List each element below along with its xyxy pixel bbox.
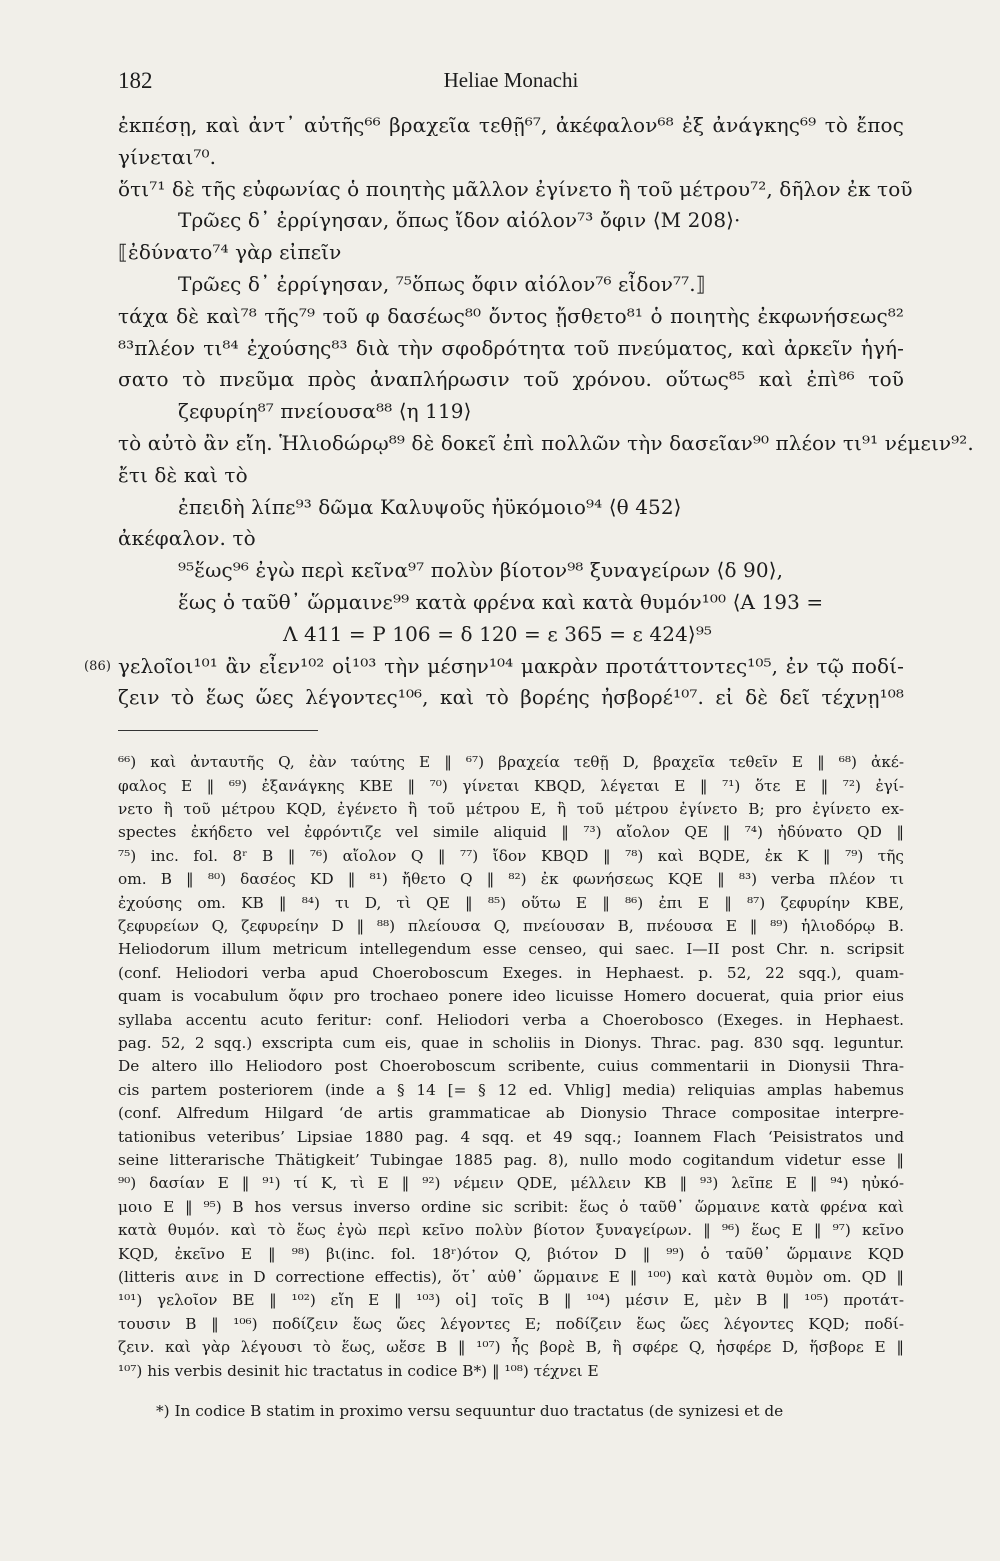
apparatus-line: (litteris αινε in D correctione effectis), ὅτ᾽ αὐθ᾽ ὥρμαινε E ‖ ¹⁰⁰) καὶ κατὰ θυμὸν om. QD ‖ [118, 1268, 904, 1287]
apparatus-line: ¹⁰¹) γελοῖον BE ‖ ¹⁰²) εἴη E ‖ ¹⁰³) οἱ] τοῖς B ‖ ¹⁰⁴) μέσιν E, μὲν B ‖ ¹⁰⁵) προτάτ- [118, 1291, 904, 1310]
apparatus-line: Heliodorum illum metricum intellegendum esse censeo, qui saec. I—II post Chr. n. scripsit [118, 940, 904, 959]
apparatus-line: KQD, ἐκεῖνο E ‖ ⁹⁸) βι(inc. fol. 18ʳ)ότον Q, βιότον D ‖ ⁹⁹) ὁ ταῦθ᾽ ὥρμαινε KQD [118, 1244, 904, 1263]
page-number: 182 [118, 68, 153, 93]
text-line: ⁸³πλέον τι⁸⁴ ἐχούσης⁸³ διὰ τὴν σφοδρότητα τοῦ πνεύματος, καὶ ἀρκεῖν ἡγή- [118, 335, 904, 360]
apparatus-line: syllaba accentu acuto feritur: conf. Heliodori verba a Choerobosco (Exeges. in Hephaest. [118, 1010, 904, 1029]
apparatus-line: seine litterarische Thätigkeit’ Tubingae 1885 pag. 8), nullo modo cogitandum videtur esse ‖ [118, 1151, 904, 1170]
main-text [84, 110, 974, 714]
text-line: ἐκπέσῃ, καὶ ἀντ᾽ αὐτῆς⁶⁶ βραχεῖα τεθῇ⁶⁷, ἀκέφαλον⁶⁸ ἐξ ἀνάγκης⁶⁹ τὸ ἔπος [118, 113, 904, 137]
apparatus-line: ⁶⁶) καὶ ἀνταυτῆς Q, ἐὰν ταύτης E ‖ ⁶⁷) βραχεία τεθῇ D, βραχεῖα τεθεῖν E ‖ ⁶⁸) ἀκέ- [118, 753, 904, 772]
text-line: τάχα δὲ καὶ⁷⁸ τῆς⁷⁹ τοῦ φ δασέως⁸⁰ ὄντος ᾔσθετο⁸¹ ὁ ποιητὴς ἐκφωνήσεως⁸² [118, 303, 904, 328]
page [84, 60, 974, 1423]
apparatus-line: tationibus veteribus’ Lipsiae 1880 pag. 4 sqq. et 49 sqq.; Ioannem Flach ‘Peisistratos und [118, 1127, 904, 1146]
verse-line: ἕως ὁ ταῦθ᾽ ὥρμαινε⁹⁹ κατὰ φρένα καὶ κατὰ θυμόν¹⁰⁰ ⟨Α 193 = [178, 589, 824, 614]
apparatus-line: cis partem posteriorem (inde a § 14 [= § 12 ed. Vhlig] media) reliquias amplas habemus [118, 1080, 904, 1099]
footnote: *) In codice B statim in proximo versu sequuntur duo tractatus (de synizesi et de [156, 1402, 784, 1421]
text-line: ζειν τὸ ἕως ὥες λέγοντες¹⁰⁶, καὶ τὸ βορέης ἠσβορέ¹⁰⁷. εἰ δὲ δεῖ τέχνῃ¹⁰⁸ [118, 685, 904, 710]
apparatus-line: φαλος E ‖ ⁶⁹) ἐξανάγκης KBE ‖ ⁷⁰) γίνεται KBQD, λέγεται E ‖ ⁷¹) ὅτε E ‖ ⁷²) ἐγί- [118, 776, 904, 795]
apparatus-line: μοιο E ‖ ⁹⁵) B hos versus inverso ordine sic scribit: ἕως ὁ ταῦθ᾽ ὥρμαινε κατὰ φρένα καὶ [118, 1197, 904, 1216]
apparatus-line: νετο ἢ τοῦ μέτρου KQD, ἐγένετο ἢ τοῦ μέτρου E, ἢ τοῦ μέτρου ἐγίνετο B; pro ἐγίνετο ex- [118, 799, 904, 818]
apparatus-line: quam is vocabulum ὄφιν pro trochaeo ponere ideo licuisse Homero docuerat, quia prior eius [118, 987, 904, 1006]
text-line: τὸ αὐτὸ ἂν εἴη. Ἡλιοδώρῳ⁸⁹ δὲ δοκεῖ ἐπὶ πολλῶν τὴν δασεῖαν⁹⁰ πλέον τι⁹¹ νέμειν⁹². [118, 430, 974, 455]
critical-apparatus [118, 751, 904, 1383]
text-line: ὅτι⁷¹ δὲ τῆς εὐφωνίας ὁ ποιητὴς μᾶλλον ἐγίνετο ἢ τοῦ μέτρου⁷², δῆλον ἐκ τοῦ [118, 176, 913, 201]
apparatus-line: (conf. Alfredum Hilgard ‘de artis grammaticae ab Dionysio Thrace compositae interpre- [118, 1104, 904, 1123]
apparatus-line: ⁷⁵) inc. fol. 8ʳ B ‖ ⁷⁶) αἴολον Q ‖ ⁷⁷) ἴδον KBQD ‖ ⁷⁸) καὶ BQDE, ἐκ K ‖ ⁷⁹) τῆς [118, 846, 904, 865]
text-line: σατο τὸ πνεῦμα πρὸς ἀναπλήρωσιν τοῦ χρόνου. οὕτως⁸⁵ καὶ ἐπὶ⁸⁶ τοῦ [118, 367, 904, 392]
apparatus-line: om. B ‖ ⁸⁰) δασέος KD ‖ ⁸¹) ἤθετο Q ‖ ⁸²) ἐκ φωνήσεως KQE ‖ ⁸³) verba πλέον τι [118, 870, 904, 889]
apparatus-line: τουσιν B ‖ ¹⁰⁶) ποδίζειν ἕως ὥες λέγοντες E; ποδίζειν ἕως ὥες λέγοντες KQD; ποδί- [118, 1314, 904, 1333]
text-line [84, 651, 904, 683]
apparatus-line: ἐχούσης om. KB ‖ ⁸⁴) τι D, τὶ QE ‖ ⁸⁵) οὕτω E ‖ ⁸⁶) ἐπι E ‖ ⁸⁷) ζεφυρίην KBE, [118, 893, 904, 912]
apparatus-line: spectes ἐκήδετο vel ἐφρόντιζε vel simile aliquid ‖ ⁷³) αἴολον QE ‖ ⁷⁴) ἠδύνατο QD ‖ [118, 823, 904, 842]
apparatus-line: κατὰ θυμόν. καὶ τὸ ἕως ἐγὼ περὶ κεῖνο πολὺν βίοτον ξυναγείρων. ‖ ⁹⁶) ἕως E ‖ ⁹⁷) κεῖνο [118, 1221, 904, 1240]
text-line: ⟦ἐδύνατο⁷⁴ γὰρ εἰπεῖν [118, 240, 342, 265]
running-title: Heliae Monachi [443, 68, 579, 92]
verse-line: ⁹⁵ἕως⁹⁶ ἐγὼ περὶ κεῖνα⁹⁷ πολὺν βίοτον⁹⁸ ξυναγείρων ⟨δ 90⟩, [178, 558, 784, 583]
apparatus-line: De altero illo Heliodoro post Choeroboscum scribente, cuius commentarii in Dionysii Thra- [118, 1057, 904, 1076]
apparatus-line: (conf. Heliodori verba apud Choeroboscum Exeges. in Hephaest. p. 52, 22 sqq.), quam- [118, 963, 904, 982]
text-line: γίνεται⁷⁰. [118, 144, 217, 169]
verse-line: Τρῶες δ᾽ ἐρρίγησαν, ⁷⁵ὅπως ὄφιν αἰόλον⁷⁶ εἶδον⁷⁷.⟧ [178, 271, 706, 296]
text-line: ἀκέφαλον. τὸ [118, 526, 256, 551]
margin-note: (86) [84, 658, 112, 674]
verse-line: ἐπειδὴ λίπε⁹³ δῶμα Καλυψοῦς ἠϋκόμοιο⁹⁴ ⟨θ 452⟩ [178, 494, 682, 519]
apparatus-line: ζειν. καὶ γὰρ λέγουσι τὸ ἕως, ωἕσε B ‖ ¹⁰⁷) ἦς βορὲ B, ἢ σφέρε Q, ἠσφέρε D, ἥσβορε E ‖ [118, 1338, 904, 1357]
apparatus-line: ζεφυρείων Q, ζεφυρείην D ‖ ⁸⁸) πλείουσα Q, πνείουσαν B, πνέουσα E ‖ ⁸⁹) ἡλιοδόρῳ B. [118, 916, 904, 935]
page-header [118, 60, 904, 110]
apparatus-line: pag. 52, 2 sqq.) exscripta cum eis, quae in scholiis in Dionys. Thrac. pag. 830 sqq. leguntur. [118, 1034, 904, 1053]
verse-line: ζεφυρίη⁸⁷ πνείουσα⁸⁸ ⟨η 119⟩ [178, 399, 472, 424]
verse-line: Λ 411 = Ρ 106 = δ 120 = ε 365 = ε 424⟩⁹⁵ [283, 621, 713, 646]
apparatus-line: ⁹⁰) δασίαν E ‖ ⁹¹) τί K, τὶ E ‖ ⁹²) νέμειν QDE, μέλλειν KB ‖ ⁹³) λεῖπε E ‖ ⁹⁴) ηὐκό- [118, 1174, 904, 1193]
verse-line: Τρῶες δ᾽ ἐρρίγησαν, ὅπως ἴδον αἰόλον⁷³ ὄφιν ⟨Μ 208⟩· [178, 208, 741, 233]
text-line-content: γελοῖοι¹⁰¹ ἂν εἶεν¹⁰² οἱ¹⁰³ τὴν μέσην¹⁰⁴ μακρὰν προτάττοντες¹⁰⁵, ἐν τῷ ποδί- [118, 653, 904, 678]
footnote-rule [118, 730, 318, 731]
text-line: ἔτι δὲ καὶ τὸ [118, 462, 248, 487]
apparatus-line: ¹⁰⁷) his verbis desinit hic tractatus in codice B*) ‖ ¹⁰⁸) τέχνει E [118, 1361, 599, 1380]
